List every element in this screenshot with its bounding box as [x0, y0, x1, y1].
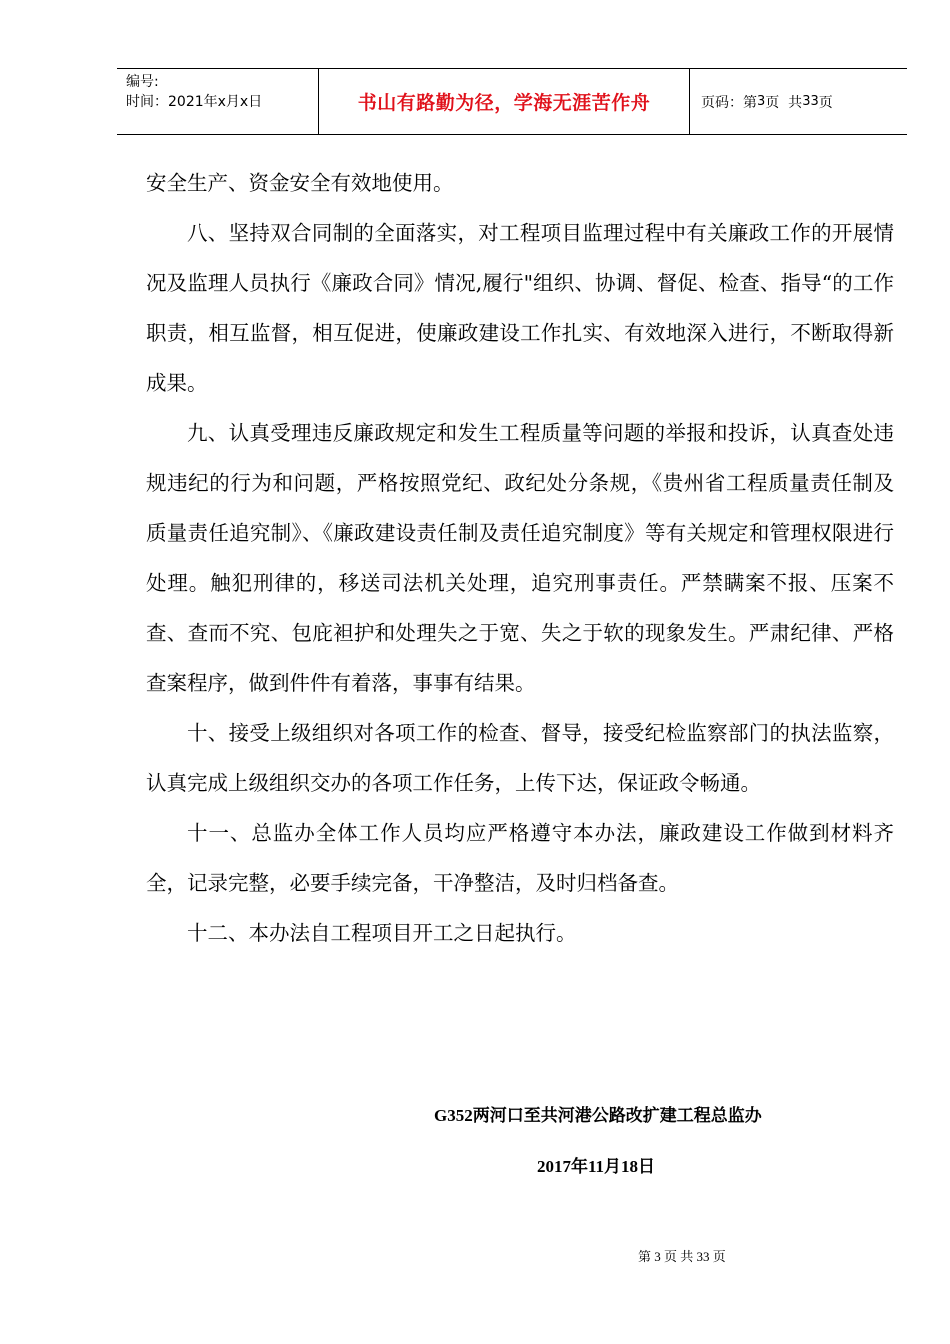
paragraph-item-11: 十一、总监办全体工作人员均应严格遵守本办法，廉政建设工作做到材料齐全，记录完整，必要手续完备，干净整洁，及时归档备查。	[146, 821, 894, 895]
paragraph-item-9: 九、认真受理违反廉政规定和发生工程质量等问题的举报和投诉，认真查处违规违纪的行为和问题，严格按照党纪、政纪处分条规，《贵州省工程质量责任制及质量责任追究制》、《廉政建设责任制及责任追究制度》等有关规定和管理权限进行处理。触犯刑律的，移送司法机关处理，追究刑事责任。严禁瞒案不报、压案不查、查而不究、包庇袒护和处理失之于宽、失之于软的现象发生。严肃纪律、严格查案程序，做到件件有着落，事事有结果。	[146, 421, 894, 695]
paragraph-item-12: 十二、本办法自工程项目开工之日起执行。	[187, 921, 577, 945]
document-time-label: 时间：2021年x月x日	[126, 94, 263, 110]
page-suffix: 页	[818, 94, 833, 111]
paragraph-continuation: 安全生产、资金安全有效地使用。	[146, 171, 454, 195]
page-mid: 页 共	[765, 94, 803, 111]
document-body	[146, 158, 894, 958]
header-page-number	[690, 69, 907, 134]
page-header	[117, 68, 907, 135]
page-current: 3	[757, 94, 766, 109]
header-motto: 书山有路勤为径，学海无涯苦作舟	[319, 69, 690, 134]
paragraph-item-10: 十、接受上级组织对各项工作的检查、督导，接受纪检监察部门的执法监察，认真完成上级组织交办的各项工作任务，上传下达，保证政令畅通。	[146, 721, 894, 795]
header-meta	[117, 69, 319, 134]
signature-date: 2017年11月18日	[537, 1157, 656, 1176]
page-footer: 第 3 页 共 33 页	[638, 1249, 726, 1264]
document-number-label: 编号:	[126, 74, 159, 90]
page-prefix: 页码：第	[701, 94, 757, 111]
paragraph-item-8: 八、坚持双合同制的全面落实，对工程项目监理过程中有关廉政工作的开展情况及监理人员执行《廉政合同》情况,履行"组织、协调、督促、检查、指导“的工作职责，相互监督，相互促进，使廉政建设工作扎实、有效地深入进行，不断取得新成果。	[146, 221, 894, 395]
signature-organization: G352两河口至共河港公路改扩建工程总监办	[434, 1106, 762, 1125]
page-total: 33	[802, 94, 819, 109]
